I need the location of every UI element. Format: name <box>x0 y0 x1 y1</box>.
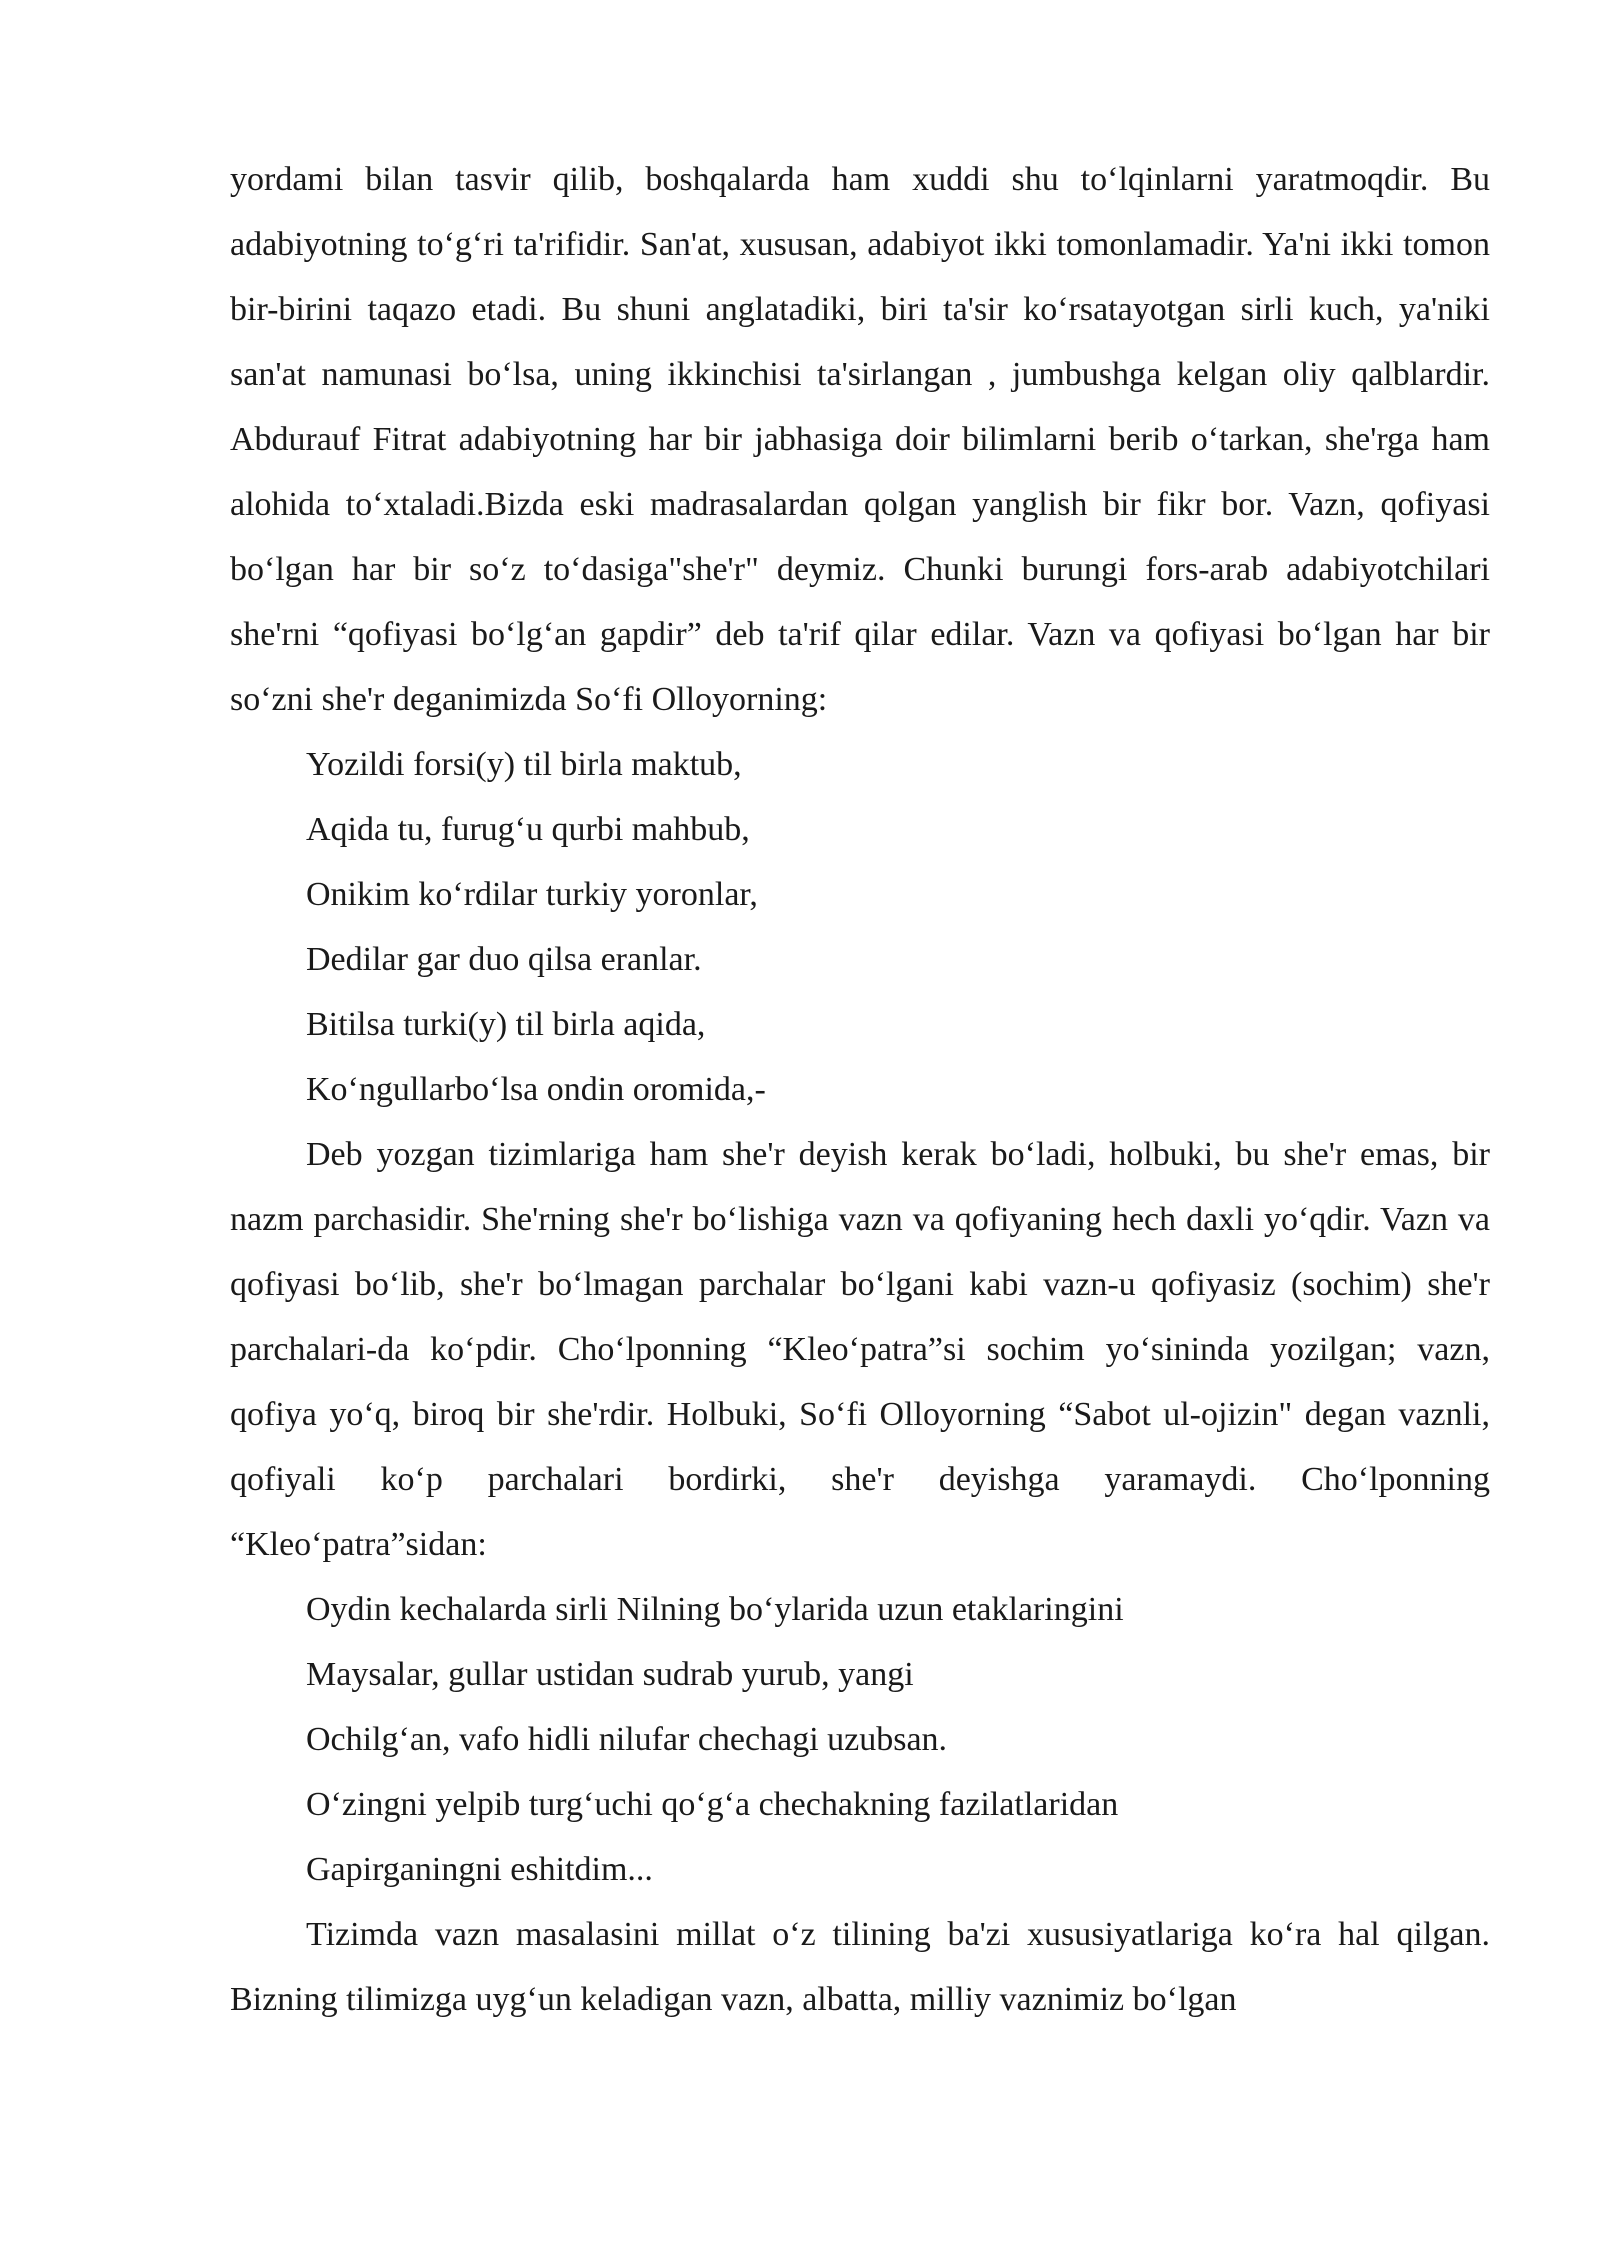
verse-line: Bitilsa turki(y) til birla aqida, <box>306 1006 706 1043</box>
verse-line: Onikim ko‘rdilar turkiy yoronlar, <box>306 876 758 913</box>
verse-block-kleopatra <box>230 1577 1490 1902</box>
paragraph-vazn-masalasi: Tizimda vazn masalasini millat o‘z tilining ba'zi xususiyatlariga ko‘ra hal qilgan. Bizning tilimizga uyg‘un keladigan vazn, albatta, milliy vaznimiz bo‘lgan <box>230 1916 1490 2018</box>
verse-line: O‘zingni yelpib turg‘uchi qo‘g‘a chechakning fazilatlaridan <box>306 1786 1119 1823</box>
verse-line: Yozildi forsi(y) til birla maktub, <box>306 746 742 783</box>
verse-line: Ko‘ngullarbo‘lsa ondin oromida,- <box>306 1071 766 1108</box>
verse-line: Oydin kechalarda sirli Nilning bo‘ylarida uzun etaklaringini <box>306 1591 1124 1628</box>
verse-line: Dedilar gar duo qilsa eranlar. <box>306 941 702 978</box>
paragraph-adabiyot-definition: yordami bilan tasvir qilib, boshqalarda ham xuddi shu to‘lqinlarni yaratmoqdir. Bu adabiyotning to‘g‘ri ta'rifidir. San'at, xususan, adabiyot ikki tomonlamadir. Ya'ni ikki tomon bir-birini taqazo etadi. Bu shuni anglatadiki, biri ta'sir ko‘rsatayotgan sirli kuch, ya'niki san'at namunasi bo‘lsa, uning ikkinchisi ta'sirlangan , jumbushga kelgan oliy qalblardir. Abdurauf Fitrat adabiyotning har bir jabhasiga doir bilimlarni berib o‘tarkan, she'rga ham alohida to‘xtaladi.Bizda eski madrasalardan qolgan yanglish bir fikr bor. Vazn, qofiyasi bo‘lgan har bir so‘z to‘dasiga"she'r" deymiz. Chunki burungi fors-arab adabiyotchilari she'rni “qofiyasi bo‘lg‘an gapdir” deb ta'rif qilar edilar. Vazn va qofiyasi bo‘lgan har bir so‘zni she'r deganimizda So‘fi Olloyorning: <box>230 161 1490 718</box>
paragraph-nazm-vs-sher: Deb yozgan tizimlariga ham she'r deyish kerak bo‘ladi, holbuki, bu she'r emas, bir nazm parchasidir. She'rning she'r bo‘lishiga vazn va qofiyaning hech daxli yo‘qdir. Vazn va qofiyasi bo‘lib, she'r bo‘lmagan parchalar bo‘lgani kabi vazn-u qofiyasiz (sochim) she'r parchalari-da ko‘pdir. Cho‘lponning “Kleo‘patra”si sochim yo‘sininda yozilgan; vazn, qofiya yo‘q, biroq bir she'rdir. Holbuki, So‘fi Olloyorning “Sabot ul-ojizin" degan vaznli, qofiyali ko‘p parchalari bordirki, she'r deyishga yaramaydi. Cho‘lponning “Kleo‘patra”sidan: <box>230 1136 1490 1563</box>
verse-block-olloyor <box>230 732 1490 1122</box>
verse-line: Gapirganingni eshitdim... <box>306 1851 653 1888</box>
verse-line: Aqida tu, furug‘u qurbi mahbub, <box>306 811 750 848</box>
verse-line: Maysalar, gullar ustidan sudrab yurub, yangi <box>306 1656 914 1693</box>
verse-line: Ochilg‘an, vafo hidli nilufar chechagi uzubsan. <box>306 1721 948 1758</box>
text-column <box>230 147 1490 2032</box>
